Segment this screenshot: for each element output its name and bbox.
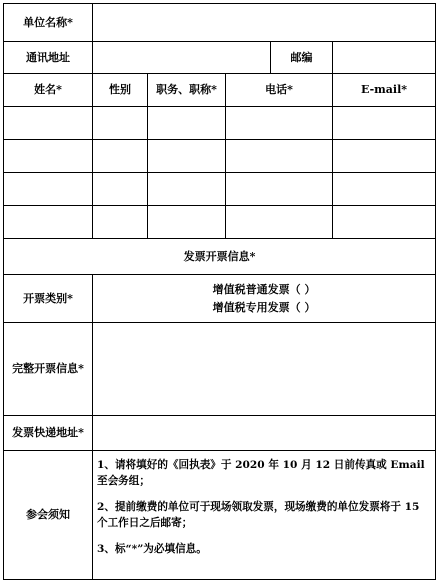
attendee-title-field[interactable] xyxy=(148,173,226,206)
full-invoice-info-label: 完整开票信息* xyxy=(4,323,93,416)
invoice-type-options xyxy=(93,275,436,323)
attendee-header-row xyxy=(4,74,436,107)
header-gender: 性别 xyxy=(93,74,148,107)
attendee-email-field[interactable] xyxy=(333,173,436,206)
header-phone: 电话* xyxy=(226,74,333,107)
attendee-phone-field[interactable] xyxy=(226,206,333,239)
unit-name-field[interactable] xyxy=(93,4,436,42)
attendee-row xyxy=(4,140,436,173)
special-invoice-option[interactable]: 增值税专用发票（ ） xyxy=(212,300,316,314)
attendee-email-field[interactable] xyxy=(333,107,436,140)
attendee-name-field[interactable] xyxy=(4,107,93,140)
attendee-email-field[interactable] xyxy=(333,140,436,173)
attendee-gender-field[interactable] xyxy=(93,107,148,140)
invoice-type-label: 开票类别* xyxy=(4,275,93,323)
registration-form xyxy=(3,3,436,580)
note-item: 3、标“*”为必填信息。 xyxy=(97,542,207,555)
header-title: 职务、职称* xyxy=(148,74,226,107)
invoice-section-title: 发票开票信息* xyxy=(4,239,436,275)
attendee-row xyxy=(4,206,436,239)
attendee-row xyxy=(4,107,436,140)
attendee-email-field[interactable] xyxy=(333,206,436,239)
unit-name-label: 单位名称* xyxy=(4,4,93,42)
header-name: 姓名* xyxy=(4,74,93,107)
postcode-field[interactable] xyxy=(333,42,436,74)
attendee-gender-field[interactable] xyxy=(93,173,148,206)
attendee-gender-field[interactable] xyxy=(93,140,148,173)
invoice-delivery-label: 发票快递地址* xyxy=(4,416,93,451)
address-label: 通讯地址 xyxy=(4,42,93,74)
general-invoice-option[interactable]: 增值税普通发票（ ） xyxy=(212,283,316,297)
invoice-delivery-field[interactable] xyxy=(93,416,436,451)
attendee-gender-field[interactable] xyxy=(93,206,148,239)
notes-label: 参会须知 xyxy=(4,451,93,580)
note-item: 2、提前缴费的单位可于现场领取发票，现场缴费的单位发票将于 15 个工作日之后邮寄； xyxy=(97,500,420,530)
attendee-row xyxy=(4,173,436,206)
attendee-title-field[interactable] xyxy=(148,107,226,140)
attendee-name-field[interactable] xyxy=(4,173,93,206)
attendee-title-field[interactable] xyxy=(148,140,226,173)
attendee-phone-field[interactable] xyxy=(226,140,333,173)
address-field[interactable] xyxy=(93,42,271,74)
postcode-label: 邮编 xyxy=(271,42,333,74)
notes-content xyxy=(93,451,436,580)
attendee-name-field[interactable] xyxy=(4,140,93,173)
header-email: E-mail* xyxy=(333,74,436,107)
note-item: 1、请将填好的《回执表》于 2020 年 10 月 12 日前传真或 Email 至会务组； xyxy=(97,459,425,488)
attendee-phone-field[interactable] xyxy=(226,173,333,206)
attendee-name-field[interactable] xyxy=(4,206,93,239)
attendee-phone-field[interactable] xyxy=(226,107,333,140)
attendee-title-field[interactable] xyxy=(148,206,226,239)
full-invoice-info-field[interactable] xyxy=(93,323,436,416)
